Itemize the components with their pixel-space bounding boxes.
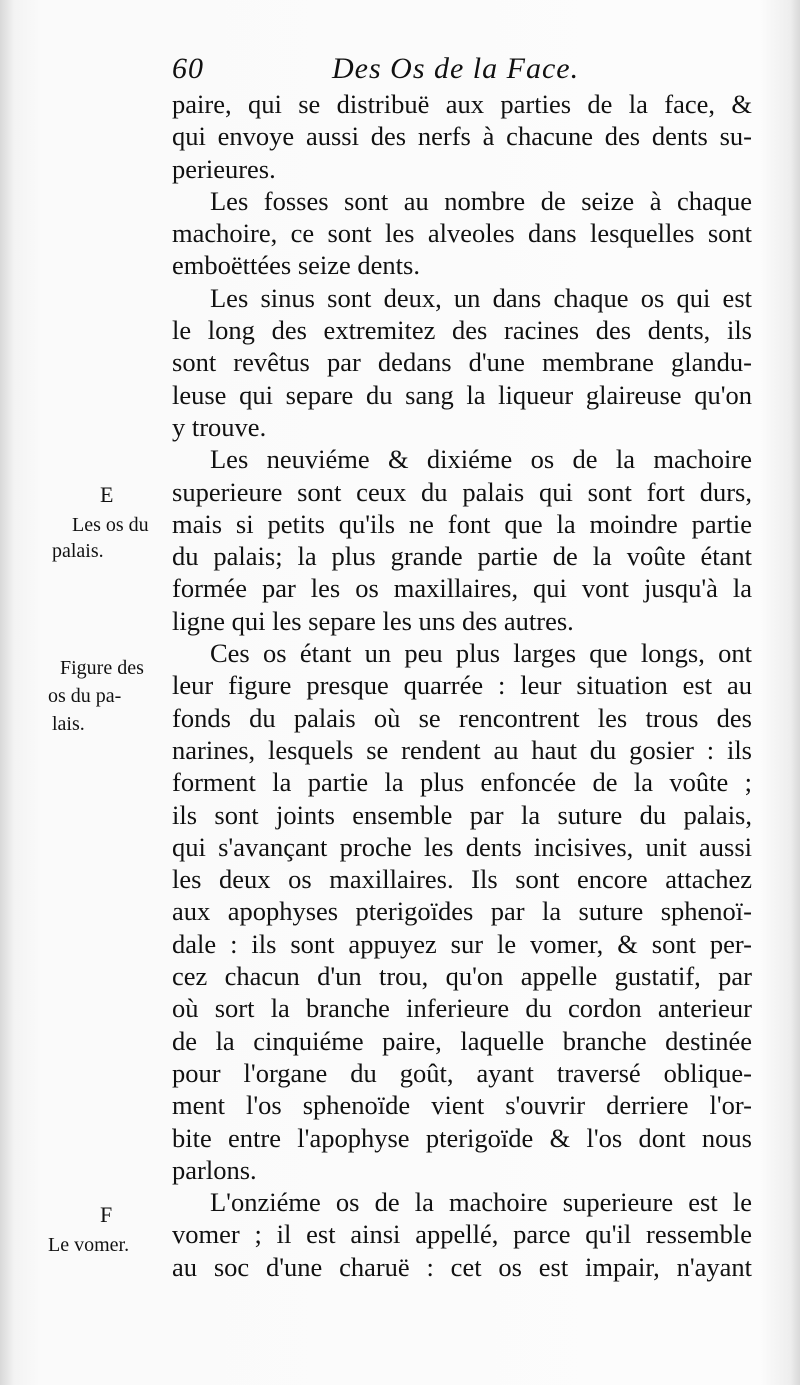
text-line: formée par les os maxillaires, qui vont jusqu'à la [172, 573, 752, 604]
text-line: le long des extremitez des racines des dents, ils [172, 315, 752, 346]
text-line: forment la partie la plus enfoncée de la voûte ; [172, 767, 752, 798]
text-line: y trouve. [172, 411, 267, 442]
margin-note-figure-line3: lais. [52, 713, 85, 735]
text-line: les deux os maxillaires. Ils sont encore attachez [172, 864, 752, 895]
margin-note-vomer: Le vomer. [48, 1234, 130, 1256]
margin-note-palais-line1: Les os du [72, 514, 149, 536]
margin-letter-f: F [100, 1202, 113, 1227]
text-line: pour l'organe du goût, ayant traversé oblique- [172, 1057, 752, 1088]
body-text [172, 88, 752, 1283]
text-line: Ces os étant un peu plus larges que longs, ont [210, 638, 752, 669]
text-line: leur figure presque quarrée : leur situation est au [172, 670, 752, 701]
text-line: Les fosses sont au nombre de seize à chaque [210, 185, 752, 216]
text-line: mais si petits qu'ils ne font que la moindre partie [172, 508, 752, 539]
text-line: Les neuviéme & dixiéme os de la machoire [210, 444, 752, 475]
text-line: bite entre l'apophyse pterigoïde & l'os dont nous [172, 1122, 752, 1153]
text-line: ment l'os sphenoïde vient s'ouvrir derriere l'or- [172, 1090, 752, 1121]
text-line: ils sont joints ensemble par la suture du palais, [172, 799, 752, 830]
text-line: machoire, ce sont les alveoles dans lesquelles sont [172, 218, 752, 249]
text-line: vomer ; il est ainsi appellé, parce qu'il ressemble [172, 1219, 752, 1250]
page-header [172, 52, 762, 92]
text-line: dale : ils sont appuyez sur le vomer, & sont per- [172, 928, 752, 959]
margin-note-figure-line1: Figure des [60, 657, 144, 679]
text-line: perieures. [172, 153, 276, 184]
margin-letter-e: E [100, 482, 114, 507]
text-line: L'onziéme os de la machoire superieure est le [210, 1187, 752, 1218]
text-line: cez chacun d'un trou, qu'on appelle gustatif, par [172, 961, 752, 992]
text-line: fonds du palais où se rencontrent les trous des [172, 702, 752, 733]
page-number: 60 [172, 52, 204, 85]
margin-note-figure-line2: os du pa- [48, 685, 122, 707]
text-line: ligne qui les separe les uns des autres. [172, 605, 574, 636]
text-line: sont revêtus par dedans d'une membrane glandu- [172, 347, 752, 378]
text-line: qui envoye aussi des nerfs à chacune des dents su- [172, 121, 752, 152]
text-line: au soc d'une charuë : cet os est impair, n'ayant [172, 1251, 752, 1282]
text-line: emboëttées seize dents. [172, 250, 420, 281]
text-line: parlons. [172, 1154, 257, 1185]
text-line: superieure sont ceux du palais qui sont fort durs, [172, 476, 752, 507]
text-line: où sort la branche inferieure du cordon anterieur [172, 993, 752, 1024]
running-title: Des Os de la Face. [332, 52, 580, 85]
text-line: qui s'avançant proche les dents incisives, unit aussi [172, 831, 752, 862]
text-line: aux apophyses pterigoïdes par la suture sphenoï- [172, 896, 752, 927]
text-line: du palais; la plus grande partie de la voûte étant [172, 541, 752, 572]
text-line: paire, qui se distribuë aux parties de la face, & [172, 89, 752, 119]
text-line: narines, lesquels se rendent au haut du gosier : ils [172, 734, 752, 765]
text-line: de la cinquiéme paire, laquelle branche destinée [172, 1025, 752, 1056]
text-line: Les sinus sont deux, un dans chaque os qui est [210, 282, 752, 313]
margin-note-palais-line2: palais. [52, 540, 104, 562]
text-line: leuse qui separe du sang la liqueur glaireuse qu'on [172, 379, 752, 410]
